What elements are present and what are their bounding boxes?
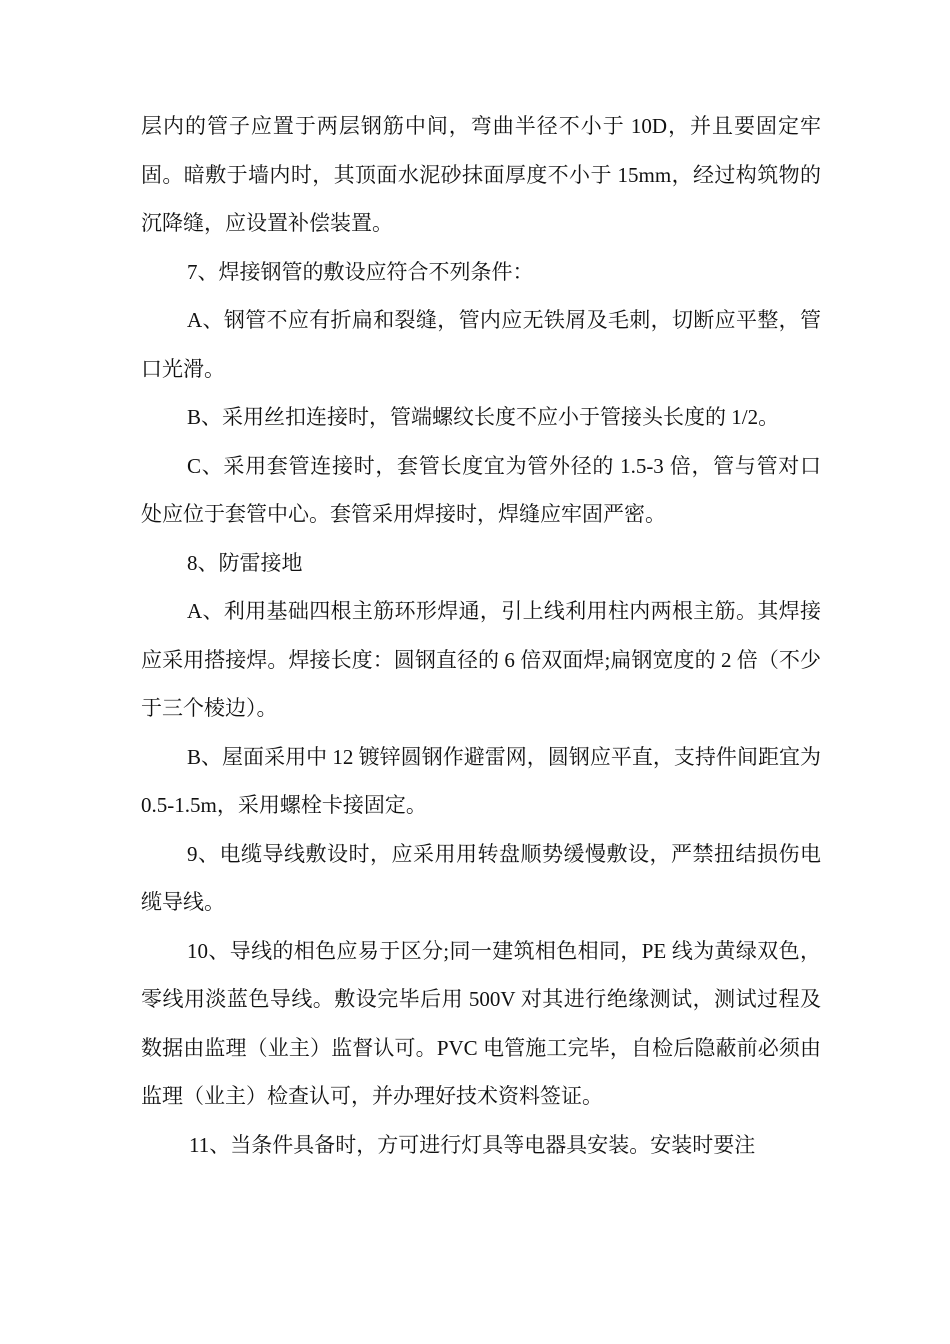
paragraph-item-8: 8、防雷接地 [187,550,303,575]
paragraph-item-8a: A、利用基础四根主筋环形焊通，引上线利用柱内两根主筋。其焊接应采用搭接焊。焊接长度：圆钢直径的 6 倍双面焊;扁钢宽度的 2 倍（不少于三个棱边）。 [141,599,821,720]
paragraph-continuation: 层内的管子应置于两层钢筋中间，弯曲半径不小于 10D，并且要固定牢固。暗敷于墙内时，其顶面水泥砂抹面厚度不小于 15mm，经过构筑物的沉降缝，应设置补偿装置。 [141,114,821,235]
paragraph-item-7: 7、焊接钢管的敷设应符合不列条件： [187,259,534,284]
paragraph-item-9: 9、电缆导线敷设时，应采用用转盘顺势缓慢敷设，严禁扭结损伤电缆导线。 [141,841,821,914]
paragraph-item-7a: A、钢管不应有折扁和裂缝，管内应无铁屑及毛刺，切断应平整，管口光滑。 [141,308,821,381]
paragraph-item-11: 11、当条件具备时，方可进行灯具等电器具安装。安装时要注 [189,1132,756,1157]
document-body [141,102,821,1169]
paragraph-item-8b: B、屋面采用中 12 镀锌圆钢作避雷网，圆钢应平直，支持件间距宜为 0.5-1.5m，采用螺栓卡接固定。 [141,744,821,817]
paragraph-item-10: 10、导线的相色应易于区分;同一建筑相色相同，PE 线为黄绿双色，零线用淡蓝色导线。敷设完毕后用 500V 对其进行绝缘测试，测试过程及数据由监理（业主）监督认可。PVC 电管施工完毕，自检后隐蔽前必须由监理（业主）检查认可，并办理好技术资料签证。 [141,938,821,1108]
paragraph-item-7c: C、采用套管连接时，套管长度宜为管外径的 1.5-3 倍，管与管对口处应位于套管中心。套管采用焊接时，焊缝应牢固严密。 [141,453,821,526]
paragraph-item-7b: B、采用丝扣连接时，管端螺纹长度不应小于管接头长度的 1/2。 [187,405,780,429]
